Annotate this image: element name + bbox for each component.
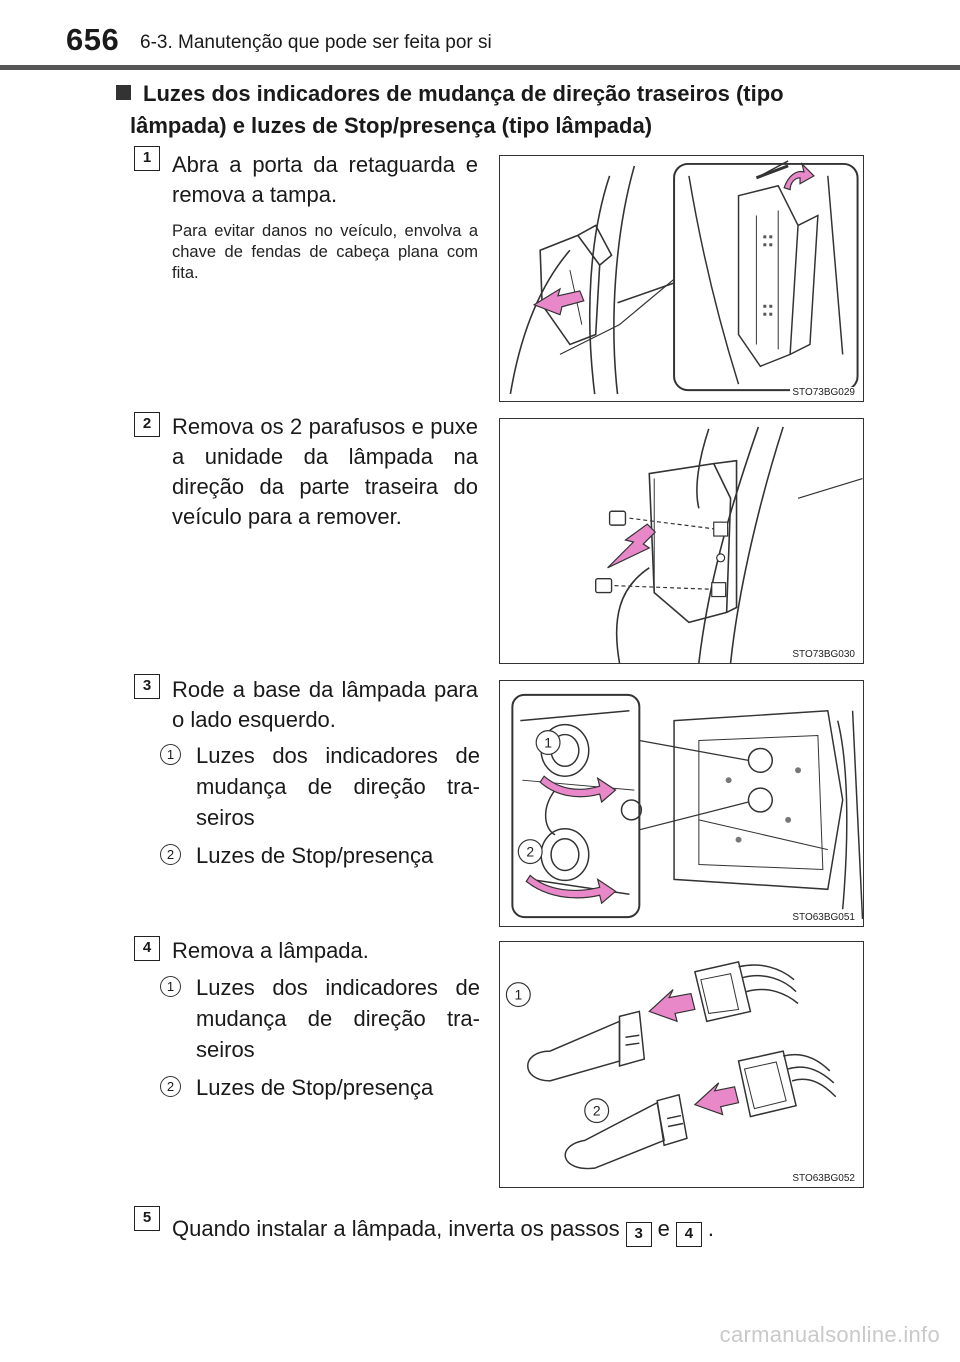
pull-out-arrow-icon bbox=[608, 524, 656, 568]
bulb-base-rotation-illustration bbox=[500, 681, 863, 926]
figure-step-4 bbox=[499, 941, 864, 1188]
tailgate-cover-illustration bbox=[500, 156, 863, 401]
item-number-circle: 2 bbox=[160, 844, 181, 865]
step-2-text: Remova os 2 parafusos e puxe a unidade da lâmpada na direção da parte traseira do veículo para a remover. bbox=[172, 414, 478, 529]
step-3-text: Rode a base da lâmpada para o lado esquerdo. bbox=[172, 677, 478, 732]
step-5-text-mid: e bbox=[657, 1216, 670, 1241]
step-4-item-1 bbox=[160, 972, 480, 1065]
step-ref-4: 4 bbox=[676, 1222, 702, 1247]
callout-2: 2 bbox=[592, 1102, 601, 1119]
figure-step-1 bbox=[499, 155, 864, 402]
step-number-5: 5 bbox=[134, 1206, 160, 1231]
figure-code-1: STO73BG029 bbox=[792, 387, 855, 398]
callout-2: 2 bbox=[526, 843, 535, 860]
bulb-removal-illustration bbox=[500, 942, 863, 1187]
step-number-2: 2 bbox=[134, 412, 160, 437]
page-number: 656 bbox=[66, 22, 120, 57]
step-1-note: Para evitar danos no veículo, envolva a chave de fendas de cabeça plana com fita. bbox=[172, 222, 478, 282]
item-text: Luzes de Stop/presença bbox=[196, 1075, 434, 1100]
figure-step-2 bbox=[499, 418, 864, 664]
figure-code-3: STO63BG051 bbox=[792, 912, 855, 923]
watermark: carmanualsonline.info bbox=[719, 1322, 940, 1347]
step-5-text-before: Quando instalar a lâmpada, inverta os passos bbox=[172, 1216, 620, 1241]
section-heading bbox=[116, 78, 856, 142]
step-5-text-after: . bbox=[707, 1216, 714, 1241]
bullet-square-icon bbox=[116, 85, 131, 100]
pull-arrow-icon bbox=[649, 990, 695, 1022]
callout-1: 1 bbox=[514, 986, 523, 1003]
step-number-1: 1 bbox=[134, 146, 160, 171]
item-text: Luzes dos indicadores de mudança de direção tra-seiros bbox=[196, 743, 480, 830]
step-ref-3: 3 bbox=[626, 1222, 652, 1247]
figure-code-4: STO63BG052 bbox=[792, 1173, 855, 1184]
chapter-title: 6-3. Manutenção que pode ser feita por si bbox=[140, 32, 492, 53]
item-text: Luzes dos indicadores de mudança de direção tra-seiros bbox=[196, 975, 480, 1062]
step-5-text bbox=[172, 1214, 714, 1247]
step-4-item-2 bbox=[160, 1072, 480, 1103]
item-number-circle: 2 bbox=[160, 1076, 181, 1097]
item-number-circle: 1 bbox=[160, 976, 181, 997]
step-1-text: Abra a porta da retaguarda e remova a tampa. bbox=[172, 152, 478, 207]
section-title-line2: lâmpada) e luzes de Stop/presença (tipo lâmpada) bbox=[130, 113, 653, 138]
lamp-unit-removal-illustration bbox=[500, 419, 863, 663]
item-number-circle: 1 bbox=[160, 744, 181, 765]
step-number-4: 4 bbox=[134, 936, 160, 961]
step-3-item-2 bbox=[160, 840, 480, 871]
figure-code-2: STO73BG030 bbox=[792, 649, 855, 660]
step-3-item-1 bbox=[160, 740, 480, 833]
step-4-text: Remova a lâmpada. bbox=[172, 938, 369, 963]
callout-1: 1 bbox=[544, 734, 552, 751]
section-title-line1: Luzes dos indicadores de mudança de direção traseiros (tipo bbox=[143, 81, 784, 106]
figure-step-3 bbox=[499, 680, 864, 927]
item-text: Luzes de Stop/presença bbox=[196, 843, 434, 868]
header-rule bbox=[0, 65, 960, 70]
step-number-3: 3 bbox=[134, 674, 160, 699]
pull-arrow-icon bbox=[695, 1083, 739, 1115]
